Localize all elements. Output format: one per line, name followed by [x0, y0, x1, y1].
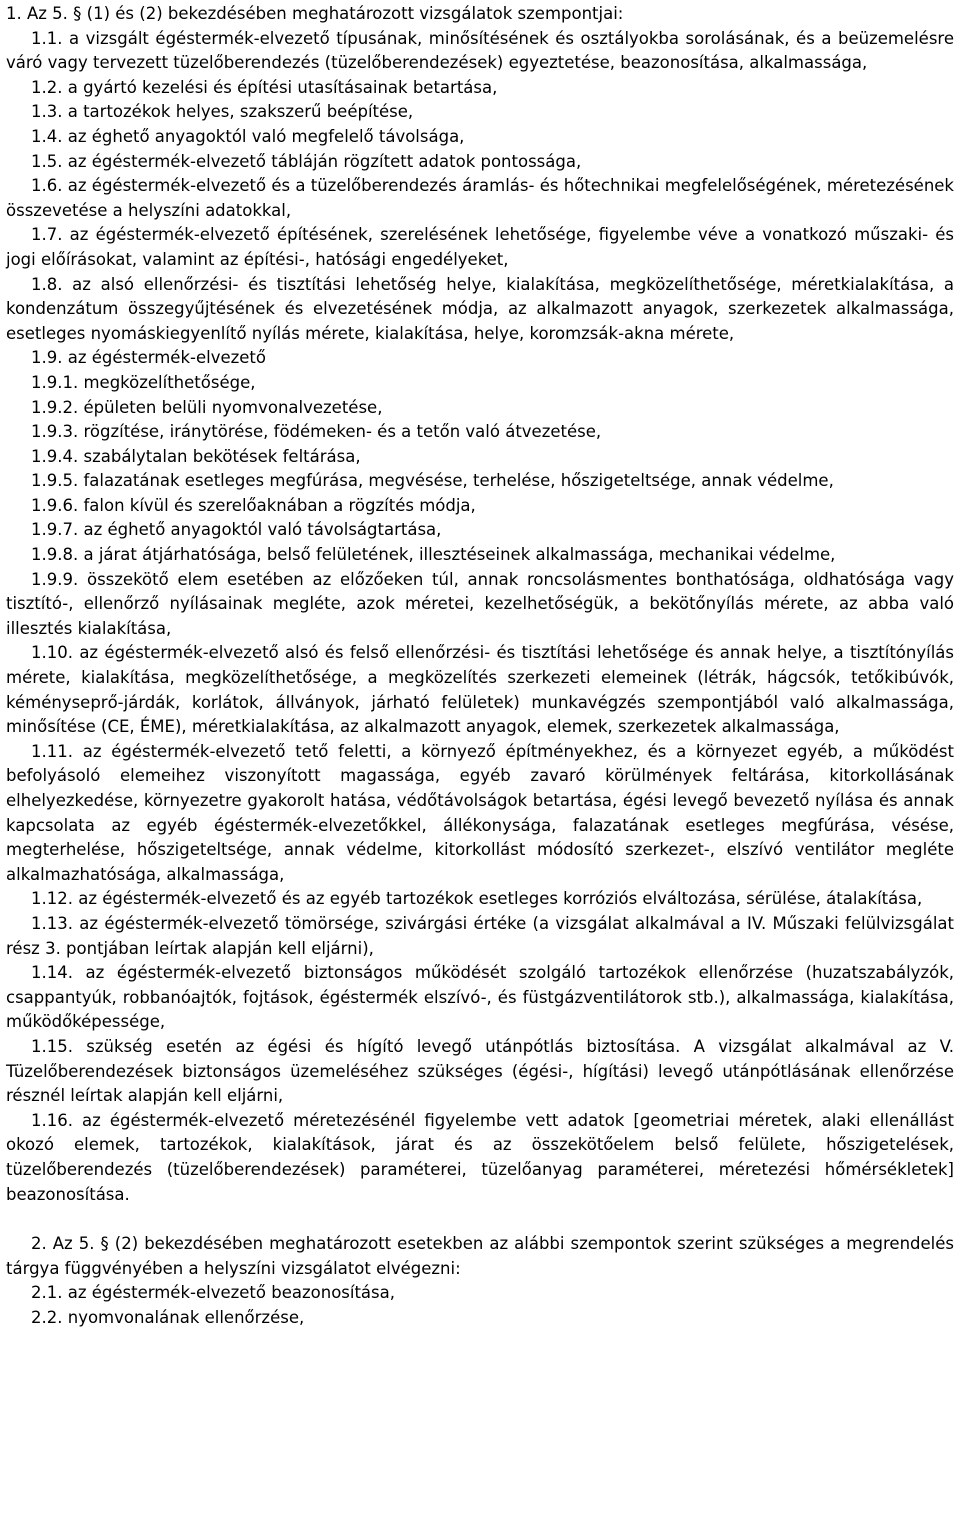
list-item-1-9-8: 1.9.8. a járat átjárhatósága, belső felületének, illesztéseinek alkalmassága, mechanikai védelme,	[31, 545, 836, 565]
list-item-1-11: 1.11. az égéstermék-elvezető tető feletti, a környező építményekhez, és a környezet egyéb, a működést befolyásoló elemeihez viszonyított magassága, egyéb zavaró körülmények feltárása, kitorkollásának elhelyezkedése, környezetre gyakorolt hatása, védőtávolságok betartása, égési levegő bevezető nyílása és annak kapcsolata az egyéb égéstermék-elvezetőkkel, állékonysága, falazatának esetleges megfúrása, vésése, megterhelése, hőszigeteltsége, annak védelme, kitorkollást módosító szerkezet-, elszívó ventilátor megléte alkalmazhatósága, alkalmassága,	[6, 741, 954, 884]
list-item-1-8: 1.8. az alsó ellenőrzési- és tisztítási lehetőség helye, kialakítása, megközelíthetősége, méretkialakítása, a kondenzátum összegyűjtésének és elvezetésének módja, az alkalmazott anyagok, szerkezetek alkalmassága, esetleges nyomáskiegyenlítő nyílás mérete, kialakítása, helye, koromzsák-akna mérete,	[6, 274, 954, 343]
list-item-1-9-6: 1.9.6. falon kívül és szerelőaknában a rögzítés módja,	[31, 495, 476, 515]
section-2-heading: 2. Az 5. § (2) bekezdésében meghatározott esetekben az alábbi szempontok szerint szükséges a megrendelés tárgya függvényében a helyszíni vizsgálatot elvégezni:	[6, 1234, 954, 1278]
list-item-1-9-4: 1.9.4. szabálytalan bekötések feltárása,	[31, 446, 361, 466]
list-item-1-6: 1.6. az égéstermék-elvezető és a tüzelőberendezés áramlás- és hőtechnikai megfelelőségének, méretezésének összevetése a helyszíni adatokkal,	[6, 176, 954, 220]
list-item-1-9-3: 1.9.3. rögzítése, iránytörése, födémeken- és a tetőn való átvezetése,	[31, 422, 602, 442]
list-item-1-7: 1.7. az égéstermék-elvezető építésének, szerelésének lehetősége, figyelembe véve a vonatkozó műszaki- és jogi előírásokat, valamint az építési-, hatósági engedélyeket,	[6, 225, 954, 269]
section-2-list	[6, 1281, 954, 1330]
list-item-1-10: 1.10. az égéstermék-elvezető alsó és felső ellenőrzési- és tisztítási lehetősége és annak helye, a tisztítónyílás mérete, kialakítása, megközelíthetősége, a megközelítés szerkezeti elemeinek (létrák, hágcsók, tetőkibúvók, kéményseprő-járdák, korlátok, állványok, járható felületek) munkavégzés szempontjából való alkalmassága, minősítése (CE, ÉME), méretkialakítása, az alkalmazott anyagok, elemek, szerkezetek alkalmassága,	[6, 643, 954, 737]
list-item-1-12: 1.12. az égéstermék-elvezető és az egyéb tartozékok esetleges korróziós elváltozása, sérülése, átalakítása,	[31, 889, 923, 909]
list-item-1-9-2: 1.9.2. épületen belüli nyomvonalvezetése,	[31, 397, 383, 417]
list-item-1-15: 1.15. szükség esetén az égési és hígító levegő utánpótlás biztosítása. A vizsgálat alkalmával az V. Tüzelőberendezések biztonságos üzemeléséhez szükséges (égési-, hígítási) levegő utánpótlásának ellenőrzése résznél leírtak alapján kell eljárni,	[6, 1036, 954, 1106]
section-1-heading: 1. Az 5. § (1) és (2) bekezdésében meghatározott vizsgálatok szempontjai:	[6, 4, 624, 23]
list-item-1-9-9: 1.9.9. összekötő elem esetében az előzőeken túl, annak roncsolásmentes bonthatósága, oldhatósága vagy tisztító-, ellenőrző nyílásainak megléte, azok méretei, kezelhetőségük, a bekötőnyílás mérete, az abba való illesztés kialakítása,	[6, 569, 954, 638]
list-item-1-9-1: 1.9.1. megközelíthetősége,	[31, 372, 256, 392]
section-spacer	[6, 1207, 954, 1232]
list-item-1-13: 1.13. az égéstermék-elvezető tömörsége, szivárgási értéke (a vizsgálat alkalmával a IV. Műszaki felülvizsgálat rész 3. pontjában leírtak alapján kell eljárni),	[6, 913, 954, 958]
section-1-list	[6, 27, 954, 1208]
list-item-1-1: 1.1. a vizsgált égéstermék-elvezető típusának, minősítésének és osztályokba sorolásának, és a beüzemelésre váró vagy tervezett tüzelőberendezés (tüzelőberendezések) egyeztetése, beazonosítása, alkalmassága,	[6, 28, 954, 73]
list-item-1-9: 1.9. az égéstermék-elvezető	[31, 348, 266, 368]
list-item-1-14: 1.14. az égéstermék-elvezető biztonságos működését szolgáló tartozékok ellenőrzése (huzatszabályzók, csappantyúk, robbanóajtók, fojtások, égéstermék elszívó-, és füstgázventilátorok stb.), alkalmassága, kialakítása, működőképessége,	[6, 963, 954, 1032]
list-item-1-16: 1.16. az égéstermék-elvezető méretezésénél figyelembe vett adatok [geometriai méretek, alaki ellenállást okozó elemek, tartozékok, kialakítások, járat és az összekötőelem belső felülete, hőszigetelések, tüzelőberendezés (tüzelőberendezések) paraméterei, tüzelőanyag paraméterei, méretezési hőmérsékletek] beazonosítása.	[6, 1110, 954, 1204]
list-item-1-9-5: 1.9.5. falazatának esetleges megfúrása, megvésése, terhelése, hőszigeteltsége, annak védelme,	[31, 471, 834, 491]
list-item-2-2: 2.2. nyomvonalának ellenőrzése,	[31, 1307, 305, 1327]
list-item-1-4: 1.4. az éghető anyagoktól való megfelelő távolsága,	[31, 126, 465, 146]
list-item-2-1: 2.1. az égéstermék-elvezető beazonosítása,	[31, 1283, 395, 1303]
list-item-1-9-7: 1.9.7. az éghető anyagoktól való távolságtartása,	[31, 520, 442, 540]
list-item-1-2: 1.2. a gyártó kezelési és építési utasításainak betartása,	[31, 77, 498, 97]
list-item-1-5: 1.5. az égéstermék-elvezető tábláján rögzített adatok pontossága,	[31, 151, 582, 171]
list-item-1-3: 1.3. a tartozékok helyes, szakszerű beépítése,	[31, 102, 414, 122]
